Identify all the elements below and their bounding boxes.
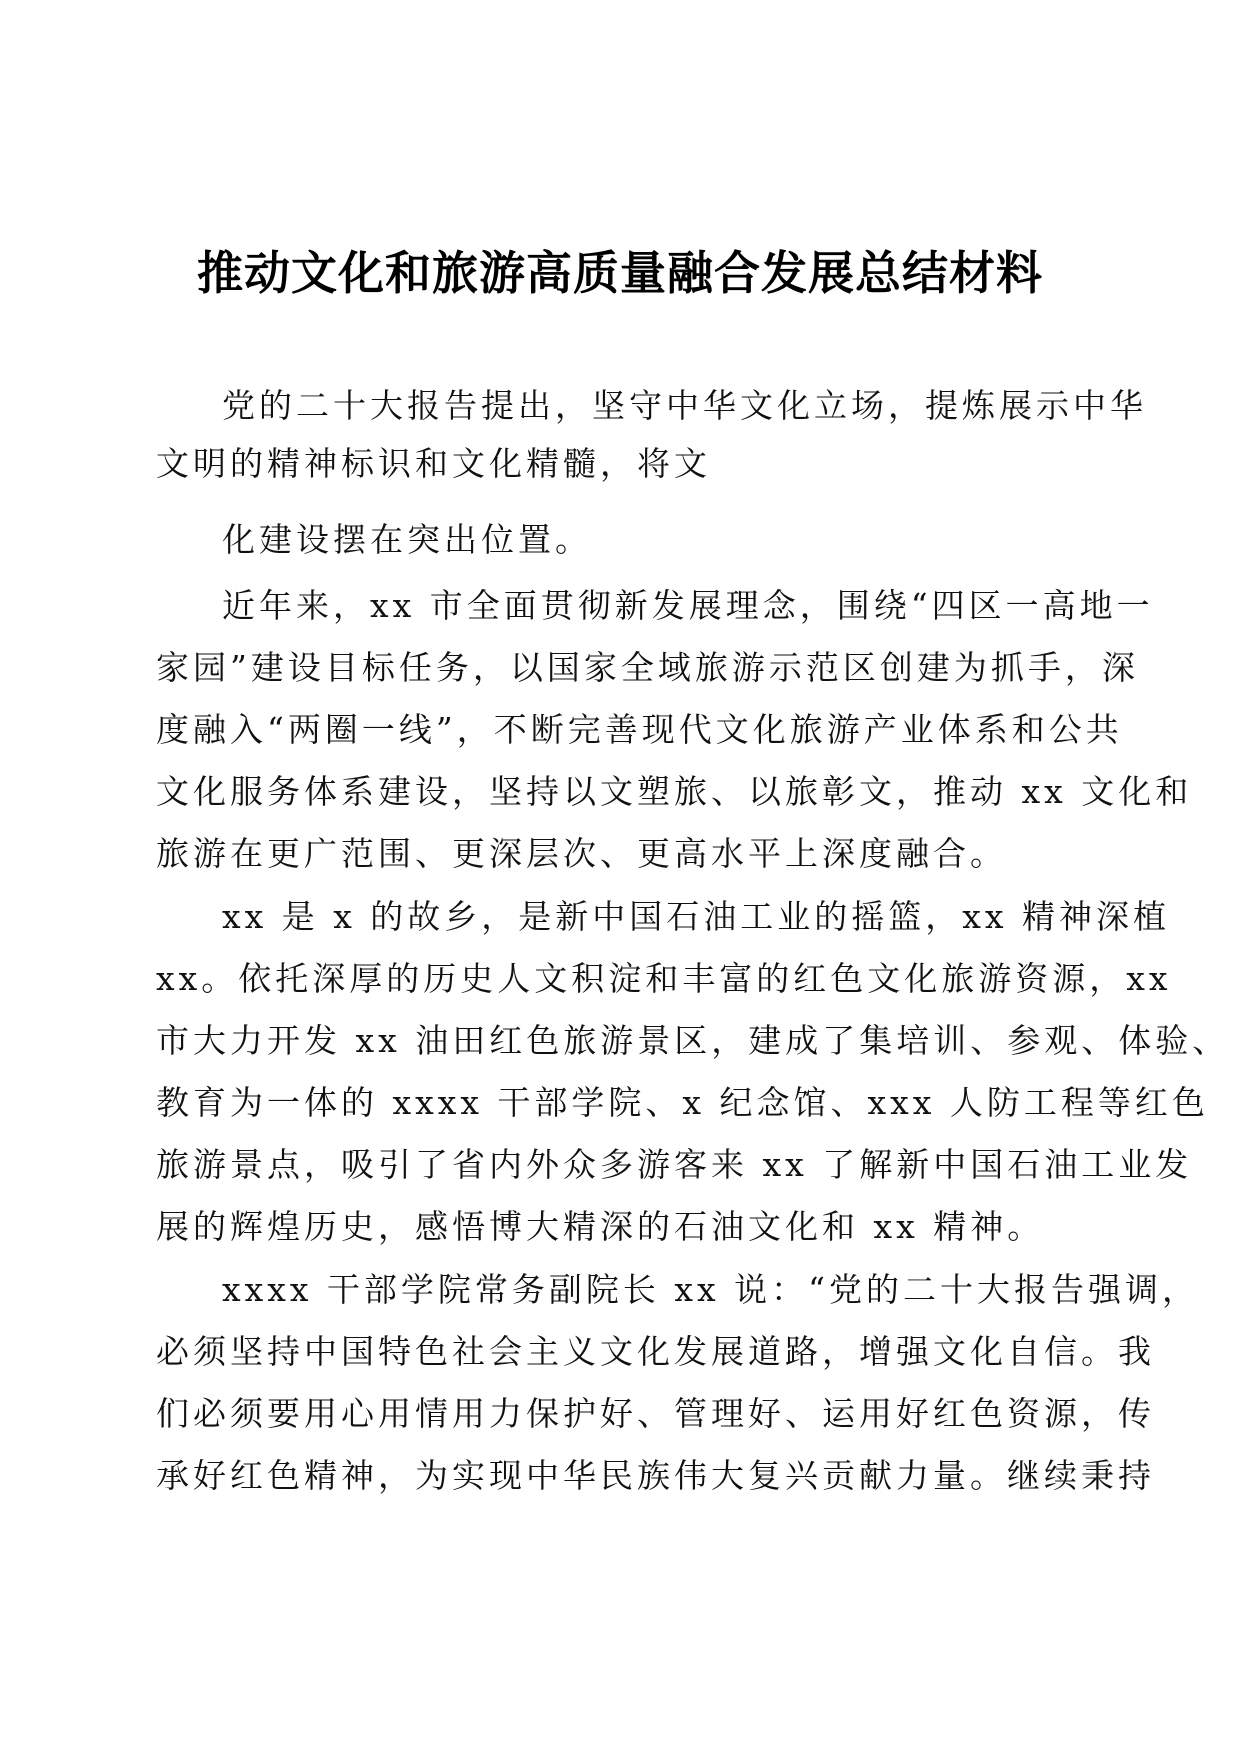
text-line-5: 家园”建设目标任务，以国家全域旅游示范区创建为抓手，深	[156, 648, 1139, 687]
text-line-11: 市大力开发 xx 油田红色旅游景区，建成了集培训、参观、体验、	[156, 1021, 1230, 1060]
text-line-14: 展的辉煌历史，感悟博大精深的石油文化和 xx 精神。	[156, 1207, 1045, 1246]
text-line-13: 旅游景点，吸引了省内外众多游客来 xx 了解新中国石油工业发	[156, 1145, 1193, 1184]
text-line-1: 党的二十大报告提出，坚守中华文化立场，提炼展示中华	[222, 386, 1147, 425]
document-title: 推动文化和旅游高质量融合发展总结材料	[197, 246, 1043, 300]
text-line-8: 旅游在更广范围、更深层次、更高水平上深度融合。	[156, 834, 1007, 873]
text-line-12: 教育为一体的 xxxx 干部学院、x 纪念馆、xxx 人防工程等红色	[156, 1083, 1209, 1122]
text-line-6: 度融入“两圈一线”，不断完善现代文化旅游产业体系和公共	[156, 710, 1123, 749]
text-line-15: xxxx 干部学院常务副院长 xx 说：“党的二十大报告强调，	[222, 1270, 1200, 1309]
text-line-7: 文化服务体系建设，坚持以文塑旅、以旅彰文，推动 xx 文化和	[156, 772, 1193, 811]
text-line-10: xx。依托深厚的历史人文积淀和丰富的红色文化旅游资源，xx	[156, 959, 1172, 998]
text-line-17: 们必须要用心用情用力保护好、管理好、运用好红色资源，传	[156, 1394, 1155, 1433]
text-line-2: 文明的精神标识和文化精髓，将文	[156, 444, 711, 483]
text-line-3: 化建设摆在突出位置。	[222, 520, 592, 559]
text-line-4: 近年来，xx 市全面贯彻新发展理念，围绕“四区一高地一	[222, 586, 1154, 625]
text-line-16: 必须坚持中国特色社会主义文化发展道路，增强文化自信。我	[156, 1332, 1155, 1371]
text-line-18: 承好红色精神，为实现中华民族伟大复兴贡献力量。继续秉持	[156, 1456, 1155, 1495]
text-line-9: xx 是 x 的故乡，是新中国石油工业的摇篮，xx 精神深植	[222, 897, 1171, 936]
